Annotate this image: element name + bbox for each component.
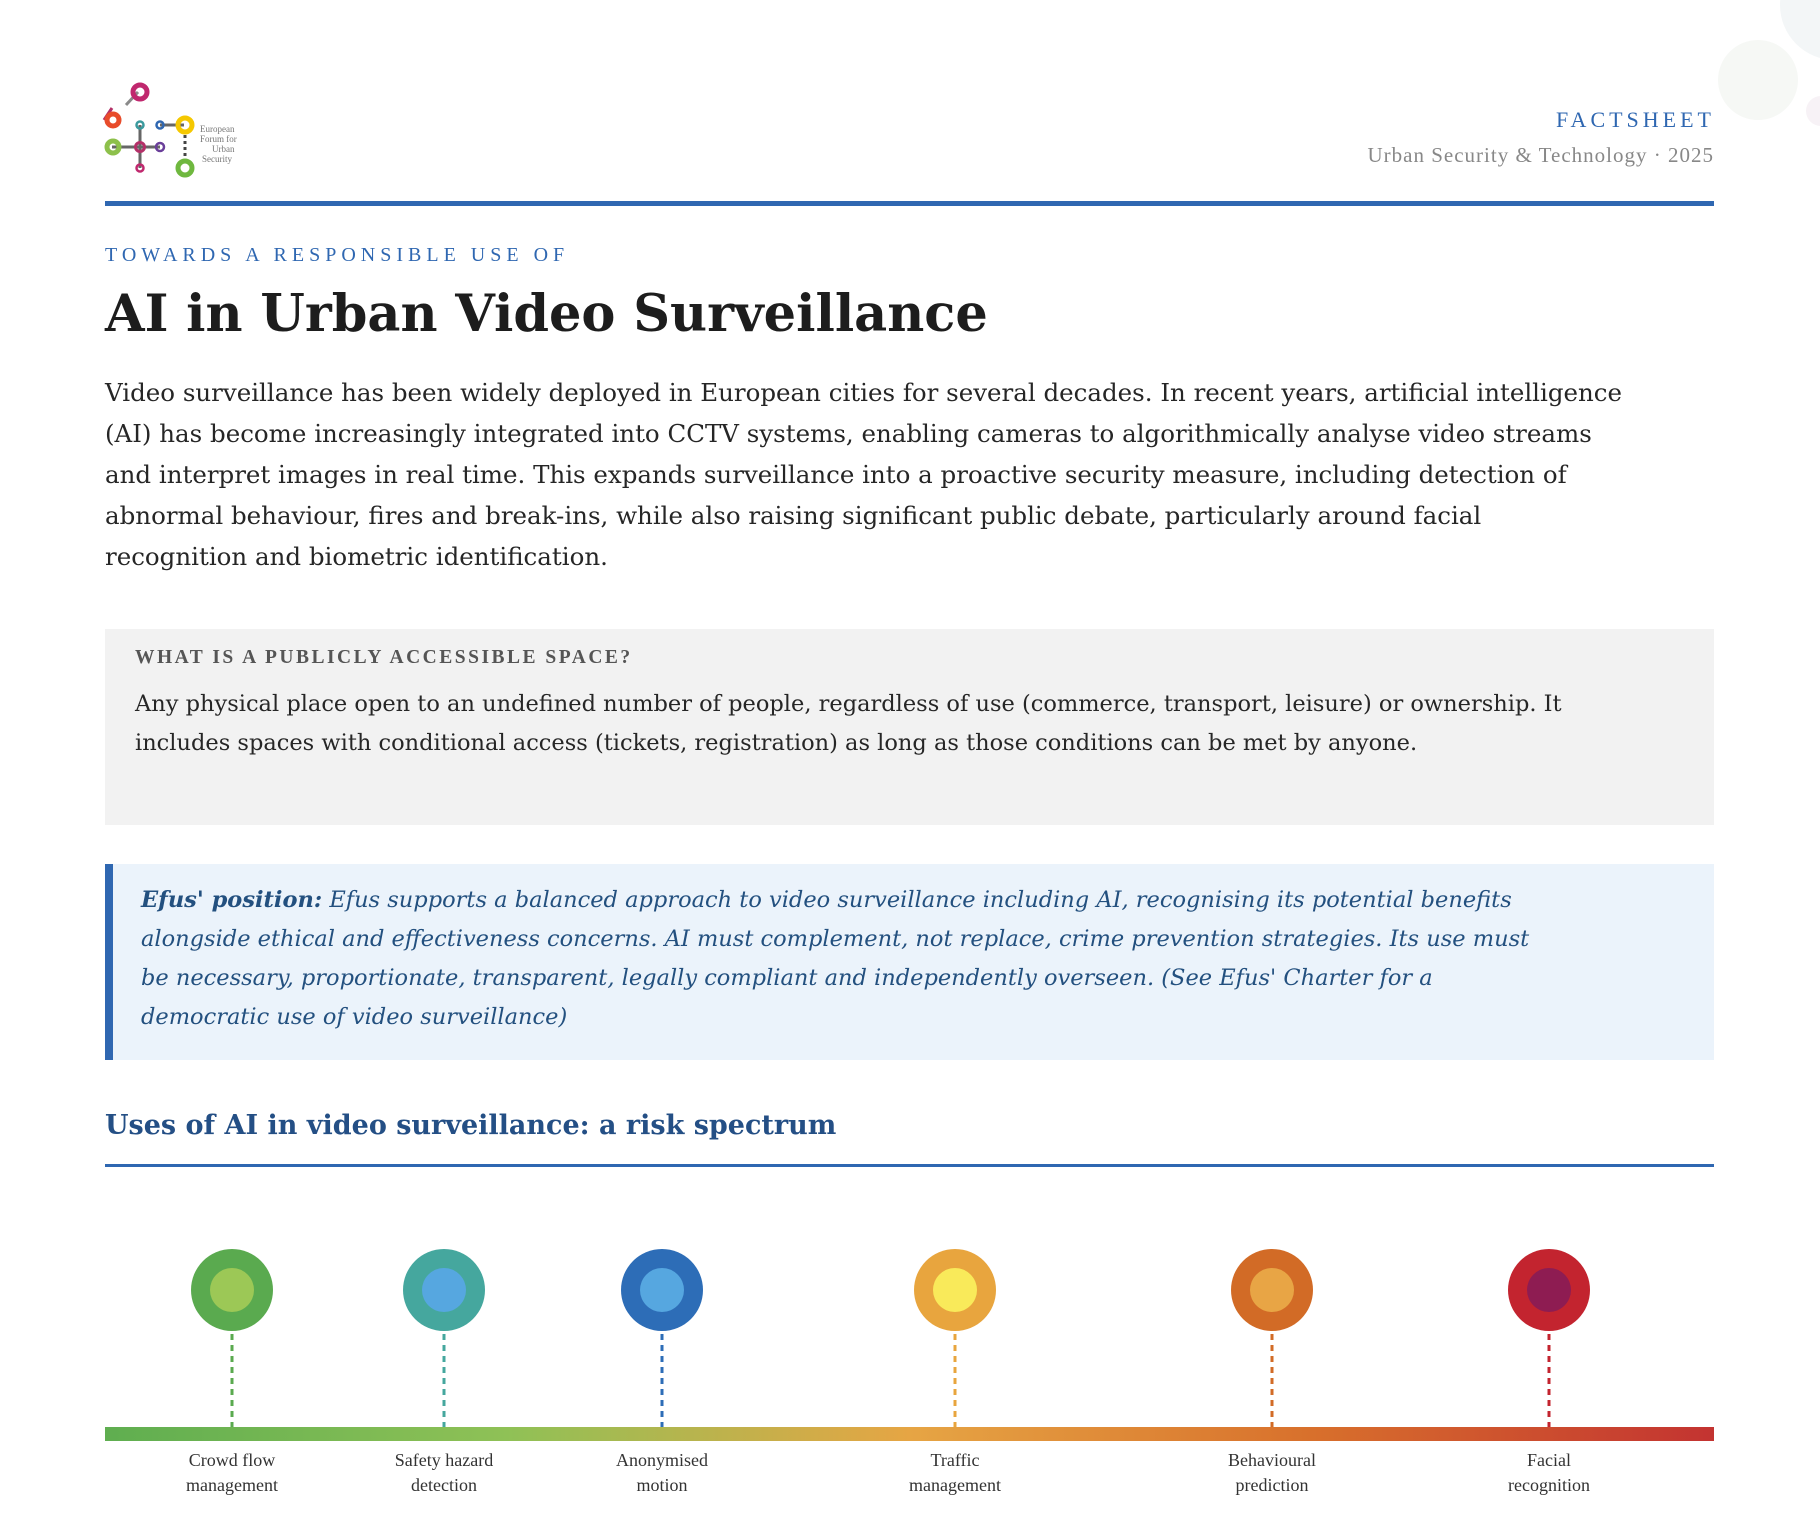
marker-core [933, 1268, 977, 1312]
spectrum-label-line: Safety hazard [394, 1450, 494, 1470]
logo-wordmark [200, 124, 237, 164]
position-text [141, 881, 1541, 1037]
spectrum-label-line: management [186, 1475, 278, 1495]
risk-marker [621, 1249, 703, 1427]
logo-line: Urban [212, 144, 235, 154]
definition-body: Any physical place open to an undefined number of people, regardless of use (commerce, transport, leisure) or ownership. It includes spaces with conditional access (tickets, registration) as long as those conditions can be met by anyone. [135, 691, 1562, 756]
spectrum-label-line: management [909, 1475, 1001, 1495]
section-title: Uses of AI in video surveillance: a risk spectrum [105, 1110, 837, 1141]
position-body: Efus supports a balanced approach to video surveillance including AI, recognising its potential benefits alongside ethical and effectiveness concerns. AI must complement, not replace, crime prevention strategies. Its use must be necessary, proportionate, transparent, legally compliant and independently overseen. (See Efus' Charter for a democratic use of video surveillance) [141, 887, 1530, 1030]
risk-marker [403, 1249, 485, 1427]
marker-core [210, 1268, 254, 1312]
logo-line: Security [202, 154, 232, 164]
section-divider [105, 1164, 1714, 1167]
header-divider [105, 201, 1714, 206]
spectrum-label-line: Crowd flow [188, 1450, 276, 1470]
spectrum-label-line: Anonymised [616, 1450, 708, 1470]
position-callout [105, 864, 1714, 1060]
risk-spectrum [0, 1230, 1820, 1524]
spectrum-label [349, 1448, 539, 1498]
decorative-circle [1806, 96, 1820, 126]
risk-marker [191, 1249, 273, 1427]
definition-heading: WHAT IS A PUBLICLY ACCESSIBLE SPACE? [135, 647, 633, 668]
factsheet-subtitle: Urban Security & Technology · 2025 [1367, 143, 1714, 167]
risk-gradient-bar [105, 1427, 1714, 1441]
decorative-circle [1718, 40, 1798, 120]
spectrum-label-line: motion [636, 1475, 688, 1495]
spectrum-label-line: Traffic [930, 1450, 980, 1470]
marker-core [422, 1268, 466, 1312]
factsheet-label: FACTSHEET [1555, 107, 1715, 132]
spectrum-label [1177, 1448, 1367, 1498]
spectrum-label-line: detection [411, 1475, 477, 1495]
risk-marker [1231, 1249, 1313, 1427]
risk-marker [914, 1249, 996, 1427]
spectrum-label-line: recognition [1508, 1475, 1590, 1495]
page-title: AI in Urban Video Surveillance [105, 284, 988, 344]
definition-box [105, 629, 1714, 825]
marker-core [1527, 1268, 1571, 1312]
marker-core [640, 1268, 684, 1312]
intro-paragraph: Video surveillance has been widely deployed in European cities for several decades. In recent years, artificial intelligence (AI) has become increasingly integrated into CCTV systems, enabling cameras to algorithmically analyse video streams and interpret images in real time. This expands surveillance into a proactive security measure, including detection of abnormal behaviour, fires and break-ins, while also raising significant public debate, particularly around facial recognition and biometric identification. [105, 378, 1623, 571]
spectrum-label-line: Behavioural [1228, 1450, 1316, 1470]
spectrum-label-line: prediction [1235, 1475, 1309, 1495]
spectrum-label [1454, 1448, 1644, 1498]
spectrum-label [567, 1448, 757, 1498]
spectrum-label [860, 1448, 1050, 1498]
marker-core [1250, 1268, 1294, 1312]
spectrum-label [137, 1448, 327, 1498]
logo-line: European [200, 124, 235, 134]
title-kicker: TOWARDS A RESPONSIBLE USE OF [105, 244, 570, 266]
position-lead: Efus' position: [141, 887, 323, 913]
risk-marker [1508, 1249, 1590, 1427]
spectrum-label-line: Facial [1527, 1450, 1571, 1470]
logo-line: Forum for [200, 134, 237, 144]
